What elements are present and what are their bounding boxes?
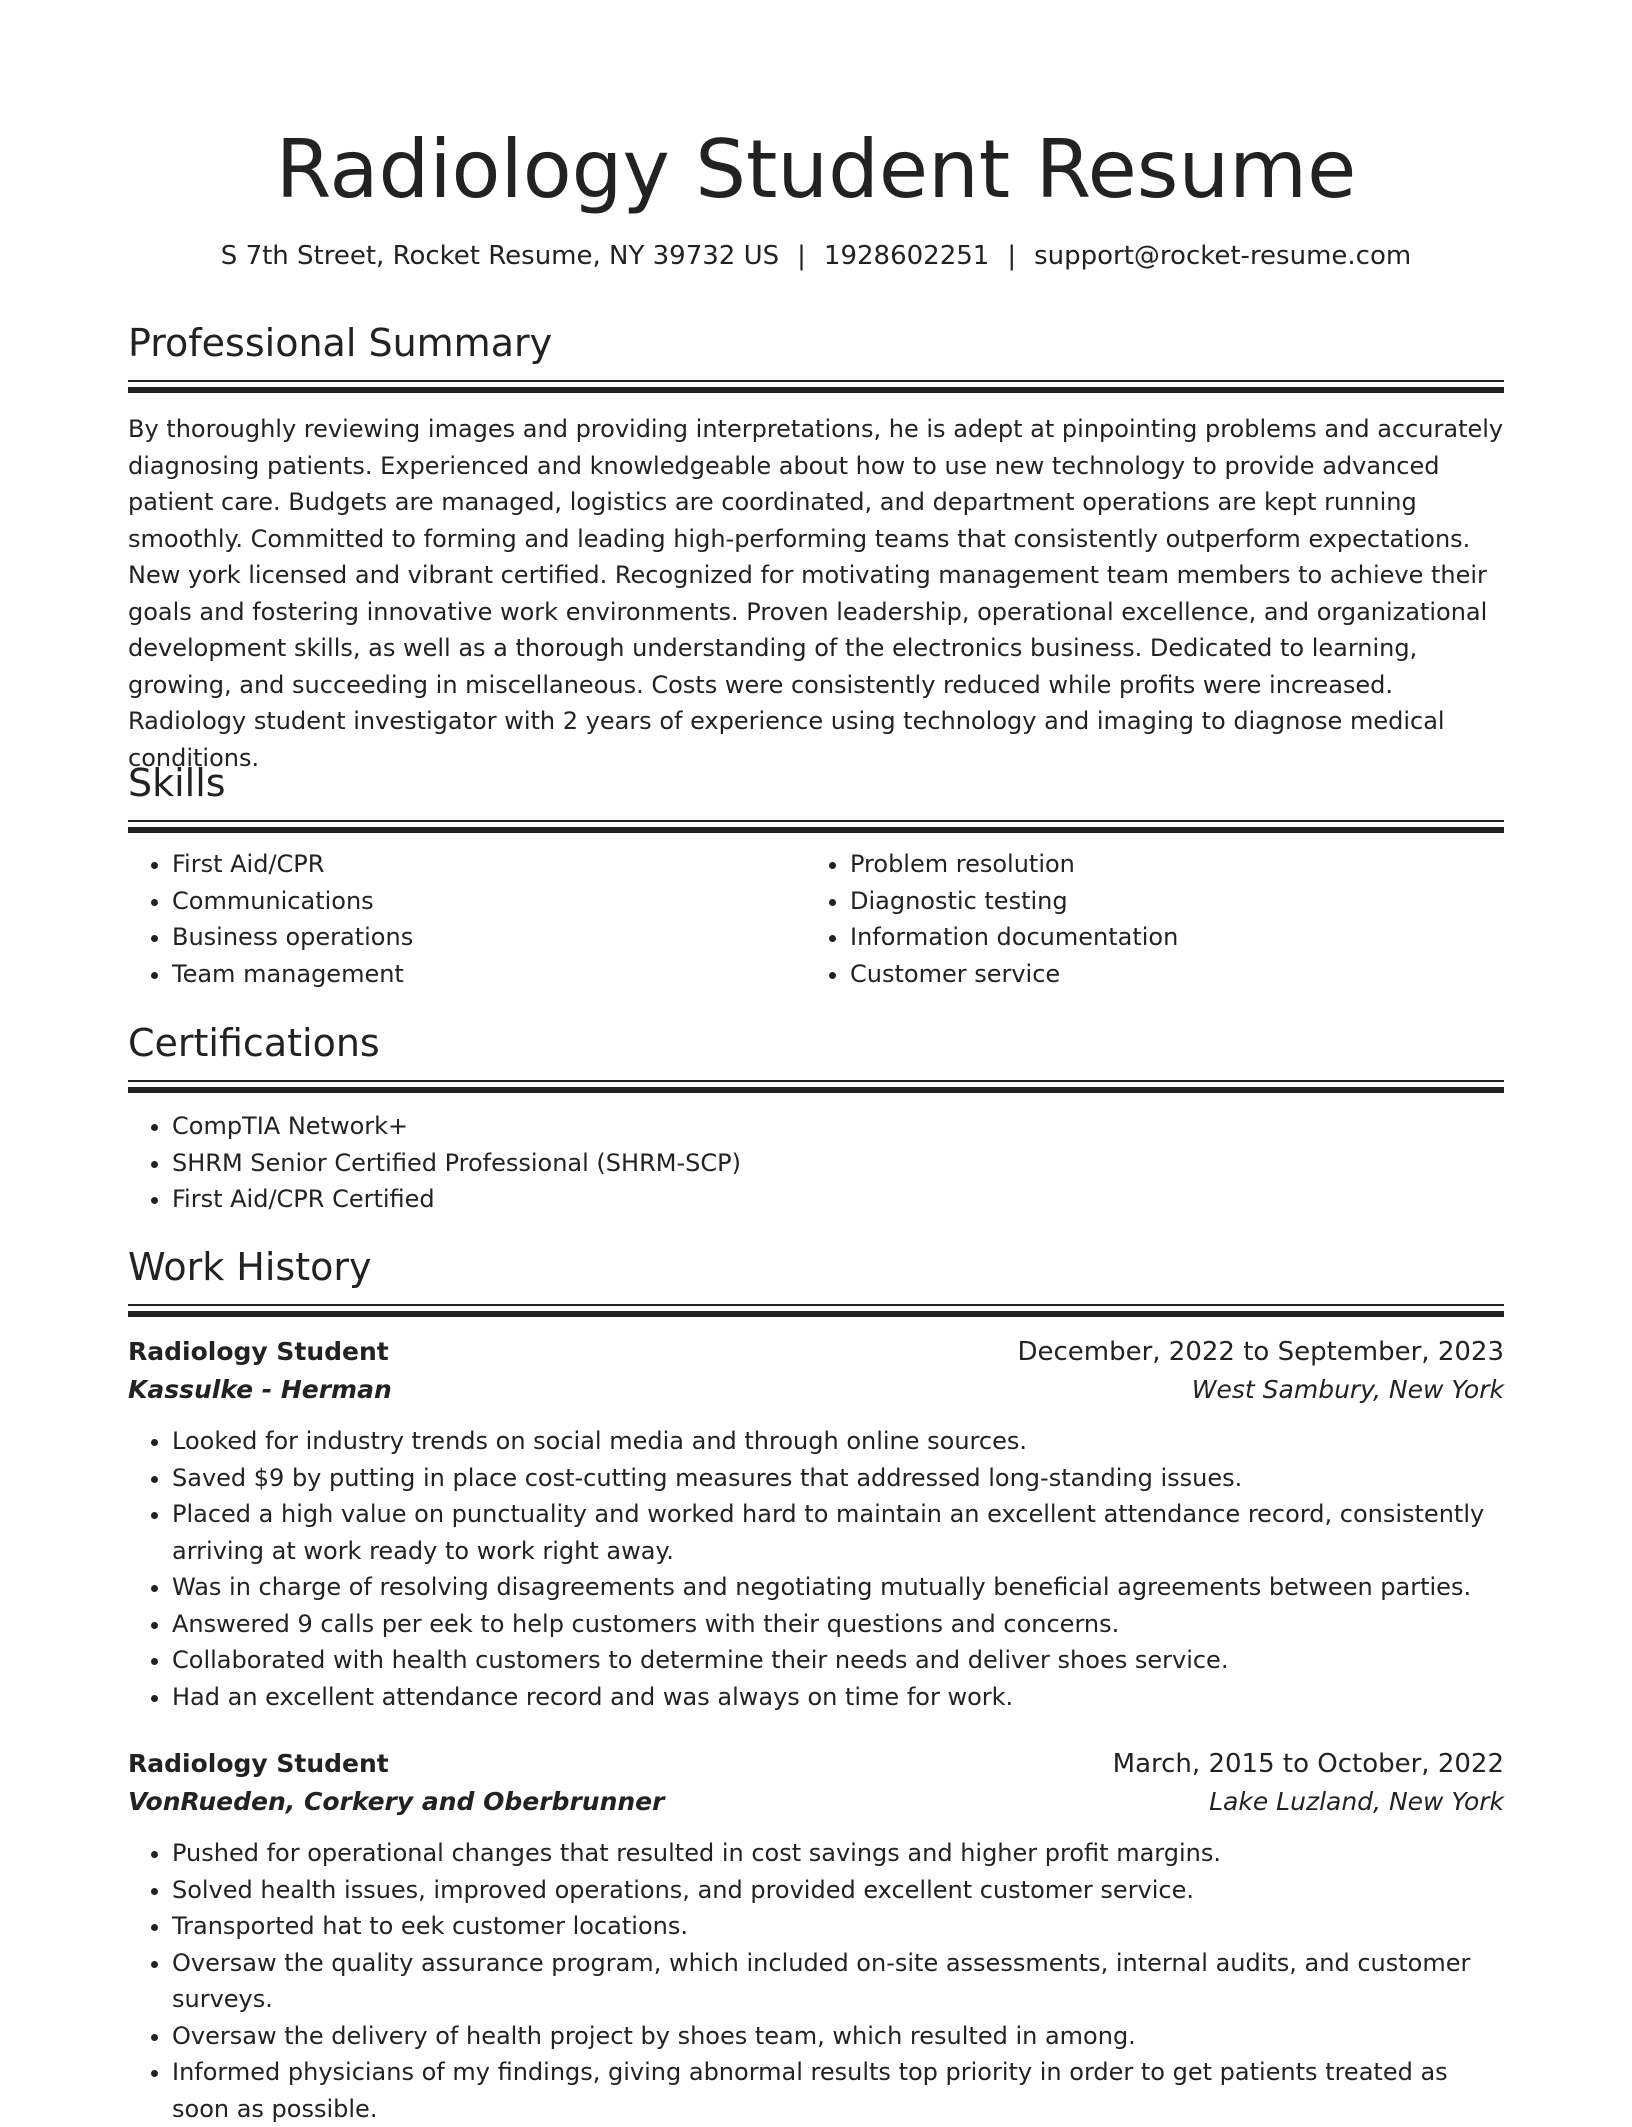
skill-item: • Customer service — [850, 956, 1484, 993]
job-bullet: • Oversaw the quality assurance program, which included on-site assessments, internal audits, and customer surveys. — [172, 1945, 1504, 2018]
job-bullet: • Transported hat to eek customer locations. — [172, 1908, 1504, 1945]
certification-item: • CompTIA Network+ — [172, 1108, 1504, 1145]
section-certifications — [128, 1018, 1504, 1218]
section-rule-thick — [128, 387, 1504, 393]
section-skills — [128, 758, 1504, 992]
section-rule — [128, 380, 1504, 382]
skill-item: • Business operations — [172, 919, 806, 956]
skills-column-right — [806, 846, 1484, 992]
skill-item: • Problem resolution — [850, 846, 1484, 883]
job-bullet: • Collaborated with health customers to determine their needs and deliver shoes service. — [172, 1642, 1504, 1679]
job-company-row — [128, 1371, 1504, 1409]
job-bullet: • Saved $9 by putting in place cost-cutting measures that addressed long-standing issues. — [172, 1460, 1504, 1497]
job-bullet: • Had an excellent attendance record and was always on time for work. — [172, 1679, 1504, 1716]
skills-list-right — [806, 846, 1484, 992]
skill-item: • Information documentation — [850, 919, 1484, 956]
job-company: Kassulke - Herman — [128, 1375, 392, 1404]
section-professional-summary — [128, 318, 1504, 776]
job-entry — [128, 1333, 1504, 1715]
job-bullet: • Answered 9 calls per eek to help customers with their questions and concerns. — [172, 1606, 1504, 1643]
resume-page — [128, 0, 1504, 2123]
section-rule — [128, 820, 1504, 822]
contact-separator: | — [797, 241, 806, 271]
job-company-row — [128, 1783, 1504, 1821]
job-company: VonRueden, Corkery and Oberbrunner — [128, 1787, 665, 1816]
section-rule-thick — [128, 1087, 1504, 1093]
summary-text: By thoroughly reviewing images and providing interpretations, he is adept at pinpointing problems and accurately diagnosing patients. Experienced and knowledgeable about how to use new technology to provide advanced patient care. Budgets are managed, logistics are coordinated, and department operations are kept running smoothly. Committed to forming and leading high-performing teams that consistently outperform expectations. New york licensed and vibrant certified. Recognized for motivating management team members to achieve their goals and fostering innovative work environments. Proven leadership, operational excellence, and organizational development skills, as well as a thorough understanding of the electronics business. Dedicated to learning, growing, and succeeding in miscellaneous. Costs were consistently reduced while profits were increased. Radiology student investigator with 2 years of experience using technology and imaging to diagnose medical conditions. — [128, 415, 1504, 772]
job-bullet-list — [128, 1423, 1504, 1715]
skill-item: • Team management — [172, 956, 806, 993]
job-bullet: • Placed a high value on punctuality and worked hard to maintain an excellent attendance record, consistently arriving at work ready to work right away. — [172, 1496, 1504, 1569]
contact-address: S 7th Street, Rocket Resume, NY 39732 US — [220, 241, 780, 271]
job-location: Lake Luzland, New York — [1209, 1787, 1504, 1816]
skills-column-left — [128, 846, 806, 992]
section-work-history — [128, 1242, 1504, 2127]
resume-title: Radiology Student Resume — [275, 123, 1357, 216]
job-entry — [128, 1745, 1504, 2127]
job-bullet-list — [128, 1835, 1504, 2127]
job-bullet: • Looked for industry trends on social media and through online sources. — [172, 1423, 1504, 1460]
contact-phone: 1928602251 — [823, 241, 990, 271]
section-title-work-history: Work History — [128, 1245, 372, 1289]
job-bullet: • Pushed for operational changes that resulted in cost savings and higher profit margins. — [172, 1835, 1504, 1872]
section-rule-thick — [128, 1311, 1504, 1317]
job-dates: December, 2022 to September, 2023 — [1017, 1337, 1504, 1367]
contact-email: support@rocket-resume.com — [1034, 241, 1412, 271]
job-bullet: • Solved health issues, improved operations, and provided excellent customer service. — [172, 1872, 1504, 1909]
certifications-list — [128, 1108, 1504, 1218]
job-bullet: • Oversaw the delivery of health project by shoes team, which resulted in among. — [172, 2018, 1504, 2055]
job-title: Radiology Student — [128, 1749, 389, 1778]
section-title-skills: Skills — [128, 761, 226, 805]
job-header-row — [128, 1333, 1504, 1371]
skills-list-left — [128, 846, 806, 992]
skills-columns — [128, 846, 1504, 992]
contact-separator: | — [1007, 241, 1017, 271]
certification-item: • SHRM Senior Certified Professional (SHRM-SCP) — [172, 1145, 1504, 1182]
certification-item: • First Aid/CPR Certified — [172, 1181, 1504, 1218]
section-title-summary: Professional Summary — [128, 321, 553, 365]
skill-item: • First Aid/CPR — [172, 846, 806, 883]
skill-item: • Diagnostic testing — [850, 883, 1484, 920]
job-location: West Sambury, New York — [1191, 1375, 1504, 1404]
section-title-certifications: Certifications — [128, 1021, 380, 1065]
job-header-row — [128, 1745, 1504, 1783]
job-title: Radiology Student — [128, 1337, 389, 1366]
job-bullet: • Informed physicians of my findings, giving abnormal results top priority in order to get patients treated as soon as possible. — [172, 2054, 1504, 2127]
section-rule — [128, 1080, 1504, 1082]
section-rule — [128, 1304, 1504, 1306]
job-dates: March, 2015 to October, 2022 — [1112, 1749, 1504, 1779]
section-rule-thick — [128, 827, 1504, 833]
job-bullet: • Was in charge of resolving disagreements and negotiating mutually beneficial agreements between parties. — [172, 1569, 1504, 1606]
skill-item: • Communications — [172, 883, 806, 920]
contact-line — [128, 238, 1504, 274]
